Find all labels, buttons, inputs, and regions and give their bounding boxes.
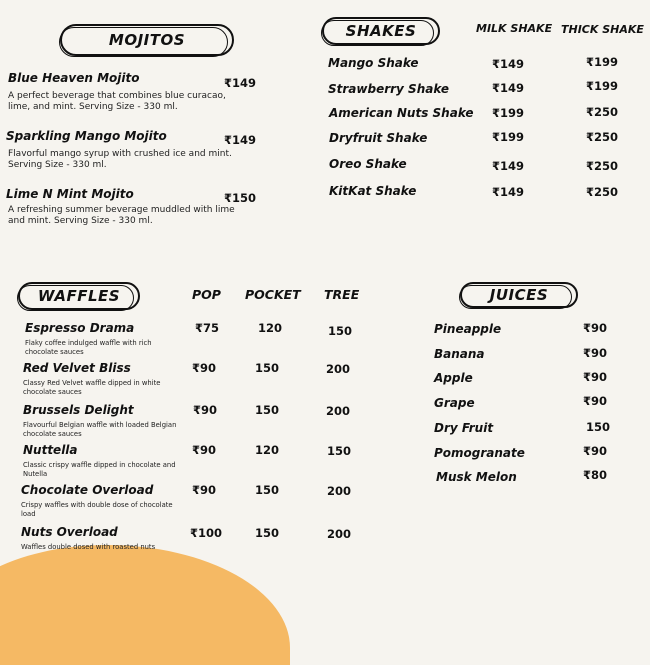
shake-milk-price: ₹149 bbox=[492, 81, 525, 95]
waffle-pocket-price: 150 bbox=[255, 526, 280, 540]
juice-name: Pineapple bbox=[434, 322, 502, 336]
mojito-desc: A refreshing summer beverage muddled with lime and mint. Serving Size - 330 ml. bbox=[8, 205, 235, 226]
shake-milk-price: ₹149 bbox=[492, 185, 525, 199]
juices-title: JUICES bbox=[489, 286, 549, 304]
waffle-pop-price: ₹90 bbox=[192, 443, 217, 457]
waffle-desc: Flaky coffee indulged waffle with rich chocolate sauces bbox=[25, 339, 152, 356]
waffle-desc: Flavourful Belgian waffle with loaded Belgian chocolate sauces bbox=[23, 421, 177, 438]
mojito-price: ₹150 bbox=[224, 191, 257, 205]
shake-milk-price: ₹149 bbox=[492, 159, 525, 173]
shake-name: Strawberry Shake bbox=[328, 82, 450, 96]
shake-thick-price: ₹250 bbox=[586, 185, 619, 199]
mojito-name: Sparkling Mango Mojito bbox=[6, 129, 167, 143]
juice-name: Dry Fruit bbox=[434, 421, 494, 435]
mojitos-title: MOJITOS bbox=[108, 31, 186, 49]
waffle-tree-price: 150 bbox=[327, 444, 352, 458]
col-header-pocket: POCKET bbox=[245, 287, 301, 302]
waffle-pop-price: ₹90 bbox=[192, 361, 217, 375]
juice-name: Banana bbox=[434, 347, 485, 361]
shake-milk-price: ₹149 bbox=[492, 57, 525, 71]
waffle-pop-price: ₹90 bbox=[193, 403, 218, 417]
juice-price: ₹90 bbox=[583, 346, 608, 360]
juices-header bbox=[460, 282, 578, 308]
waffles-header bbox=[18, 282, 140, 310]
shake-name: Dryfruit Shake bbox=[329, 131, 428, 145]
juice-price: ₹90 bbox=[583, 394, 608, 408]
waffle-desc: Crispy waffles with double dose of chocolate load bbox=[21, 501, 173, 518]
waffle-tree-price: 200 bbox=[326, 404, 351, 418]
mojito-desc: Flavorful mango syrup with crushed ice and mint. Serving Size - 330 ml. bbox=[8, 149, 232, 170]
shake-milk-price: ₹199 bbox=[492, 106, 525, 120]
shake-thick-price: ₹250 bbox=[586, 159, 619, 173]
juice-price: ₹90 bbox=[583, 321, 608, 335]
waffle-name: Nuts Overload bbox=[21, 525, 118, 539]
waffle-desc: Classic crispy waffle dipped in chocolate and Nutella bbox=[23, 461, 176, 478]
waffle-name: Brussels Delight bbox=[23, 403, 134, 417]
waffle-desc: Waffles double dosed with roasted nuts bbox=[21, 543, 156, 551]
shake-milk-price: ₹199 bbox=[492, 130, 525, 144]
mojitos-header bbox=[60, 24, 234, 56]
waffle-pocket-price: 120 bbox=[255, 443, 280, 457]
waffle-pocket-price: 150 bbox=[255, 403, 280, 417]
decorative-orange-blob bbox=[0, 545, 290, 665]
waffle-tree-price: 200 bbox=[326, 362, 351, 376]
col-header-pop: POP bbox=[192, 287, 221, 302]
shake-name: American Nuts Shake bbox=[329, 106, 474, 120]
shake-thick-price: ₹199 bbox=[586, 79, 619, 93]
shake-thick-price: ₹250 bbox=[586, 130, 619, 144]
juice-name: Apple bbox=[434, 371, 473, 385]
juice-price: 150 bbox=[586, 420, 611, 434]
mojito-name: Blue Heaven Mojito bbox=[8, 71, 140, 85]
mojito-price: ₹149 bbox=[224, 133, 257, 147]
shake-name: Mango Shake bbox=[328, 56, 419, 70]
waffle-name: Espresso Drama bbox=[25, 321, 135, 335]
waffle-pop-price: ₹75 bbox=[195, 321, 220, 335]
waffle-pocket-price: 120 bbox=[258, 321, 283, 335]
waffle-tree-price: 200 bbox=[327, 527, 352, 541]
waffle-desc: Classy Red Velvet waffle dipped in white chocolate sauces bbox=[23, 379, 161, 396]
juice-price: ₹90 bbox=[583, 444, 608, 458]
juice-name: Pomogranate bbox=[434, 446, 525, 460]
waffle-pocket-price: 150 bbox=[255, 483, 280, 497]
juice-price: ₹80 bbox=[583, 468, 608, 482]
juice-name: Musk Melon bbox=[436, 470, 517, 484]
waffle-tree-price: 150 bbox=[328, 324, 353, 338]
juice-name: Grape bbox=[434, 396, 475, 410]
waffle-name: Red Velvet Bliss bbox=[23, 361, 131, 375]
shakes-header bbox=[322, 17, 440, 45]
shakes-title: SHAKES bbox=[345, 22, 417, 40]
mojito-name: Lime N Mint Mojito bbox=[6, 187, 134, 201]
waffle-name: Nuttella bbox=[23, 443, 78, 457]
waffle-tree-price: 200 bbox=[327, 484, 352, 498]
waffles-title: WAFFLES bbox=[37, 287, 121, 305]
shake-name: KitKat Shake bbox=[329, 184, 417, 198]
waffle-pop-price: ₹90 bbox=[192, 483, 217, 497]
col-header-tree: TREE bbox=[324, 287, 360, 302]
col-header-milk-shake: MILK SHAKE bbox=[476, 22, 553, 35]
col-header-thick-shake: THICK SHAKE bbox=[561, 23, 644, 36]
waffle-name: Chocolate Overload bbox=[21, 483, 154, 497]
waffle-pocket-price: 150 bbox=[255, 361, 280, 375]
mojito-desc: A perfect beverage that combines blue curacao, lime, and mint. Serving Size - 330 ml. bbox=[8, 91, 226, 112]
mojito-price: ₹149 bbox=[224, 76, 257, 90]
shake-name: Oreo Shake bbox=[329, 157, 407, 171]
shake-thick-price: ₹199 bbox=[586, 55, 619, 69]
shake-thick-price: ₹250 bbox=[586, 105, 619, 119]
waffle-pop-price: ₹100 bbox=[190, 526, 223, 540]
juice-price: ₹90 bbox=[583, 370, 608, 384]
